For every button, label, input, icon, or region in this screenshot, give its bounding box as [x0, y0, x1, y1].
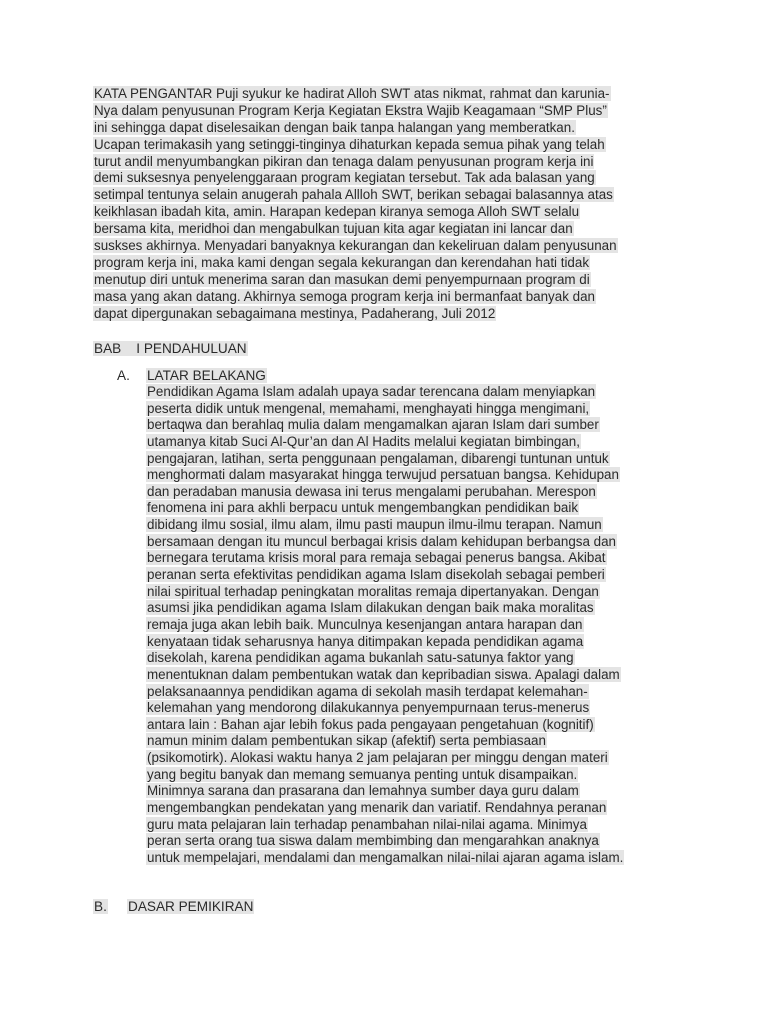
text-line: masa yang akan datang. Akhirnya semoga program kerja ini bermanfaat banyak dan	[94, 288, 595, 304]
text-line: Nya dalam penyusunan Program Kerja Kegiatan Ekstra Wajib Keagamaan “SMP Plus”	[94, 102, 607, 118]
text-line: mengembangkan pendekatan yang menarik dan variatif. Rendahnya peranan	[147, 800, 607, 816]
text-line: setimpal tentunya selain anugerah pahala Allloh SWT, berikan sebagai balasannya atas	[94, 187, 613, 203]
section-b-title: DASAR PEMIKIRAN	[128, 899, 254, 914]
text-line: pelaksanaannya pendidikan agama di sekolah masih terdapat kelemahan-	[147, 683, 588, 699]
text-line: guru mata pelajaran lain terhadap penambahan nilai-nilai agama. Minimya	[147, 816, 587, 832]
text-line: asumsi jika pendidikan agama Islam dilakukan dengan baik maka moralitas	[147, 600, 594, 616]
text-line: ini sehingga dapat diselesaikan dengan baik tanpa halangan yang memberatkan.	[94, 119, 575, 135]
text-line: demi suksesnya penyelenggaraan program kegiatan tersebut. Tak ada balasan yang	[94, 170, 595, 186]
text-line: dan peradaban manusia dewasa ini terus mengalami perubahan. Merespon	[147, 483, 596, 499]
kata-pengantar-paragraph	[93, 86, 683, 322]
text-line: suskses akhirnya. Menyadari banyaknya kekurangan dan kekeliruan dalam penyusunan	[94, 238, 617, 254]
text-line: bersamaan dengan itu muncul berbagai krisis dalam kehidupan berbangsa dan	[147, 533, 616, 549]
text-line: yang begitu banyak dan memang semuanya penting untuk disampaikan.	[147, 766, 578, 782]
text-line: program kerja ini, maka kami dengan segala kekurangan dan kerendahan hati tidak	[94, 254, 590, 270]
text-line: namun minim dalam pembentukan sikap (afektif) serta pembiasaan	[147, 733, 546, 749]
text-line: untuk mempelajari, mendalami dan mengamalkan nilai-nilai ajaran agama islam.	[147, 849, 624, 865]
text-line: peranan serta efektivitas pendidikan agama Islam disekolah sebagai pemberi	[147, 567, 605, 583]
section-a-letter: A.	[117, 368, 130, 383]
text-line: bernegara terutama krisis moral para remaja sebagai penerus bangsa. Akibat	[147, 550, 606, 566]
text-line: Ucapan terimakasih yang setinggi-tinginya dihaturkan kepada semua pihak yang telah	[94, 136, 605, 152]
text-line: (psikomotirk). Alokasi waktu hanya 2 jam pelajaran per minggu dengan materi	[147, 750, 608, 766]
text-line: keikhlasan ibadah kita, amin. Harapan kedepan kiranya semoga Alloh SWT selalu	[94, 204, 580, 220]
text-line: utamanya kitab Suci Al-Qur’an dan Al Hadits melalui kegiatan bimbingan,	[147, 433, 580, 449]
text-line: peran serta orang tua siswa dalam membimbing dan mengarahkan anaknya	[147, 833, 599, 849]
section-a-title: LATAR BELAKANG	[147, 368, 266, 383]
text-line: kenyataan tidak seharusnya hanya ditimpakan kepada pendidikan agama	[147, 633, 584, 649]
text-line: menutup diri untuk menerima saran dan masukan demi penyempurnaan program di	[94, 271, 590, 287]
text-line: menentuknan dalam pembentukan watak dan kepribadian siswa. Apalagi dalam	[147, 666, 620, 682]
text-line: KATA PENGANTAR Puji syukur ke hadirat Alloh SWT atas nikmat, rahmat dan karunia-	[94, 86, 610, 101]
text-line: nilai spiritual terhadap peningkatan moralitas remaja dipertanyakan. Dengan	[147, 583, 599, 599]
latar-belakang-paragraph	[146, 384, 706, 867]
text-line: dibidang ilmu sosial, ilmu alam, ilmu pasti maupun ilmu-ilmu terapan. Namun	[147, 517, 602, 533]
section-b-letter: B.	[94, 899, 107, 914]
text-line: pengajaran, latihan, serta penggunaan pengalaman, dibarengi tuntunan untuk	[147, 450, 609, 466]
text-line: Minimnya sarana dan prasarana dan lemahnya sumber daya guru dalam	[147, 783, 579, 799]
text-line: disekolah, karena pendidikan agama bukanlah satu-satunya faktor yang	[147, 650, 574, 666]
text-line: fenomena ini para akhli berpacu untuk mengembangkan pendidikan baik	[147, 500, 579, 516]
text-line: remaja juga akan lebih baik. Munculnya kesenjangan antara harapan dan	[147, 616, 583, 632]
text-line: bertaqwa dan berahlaq mulia dalam mengamalkan ajaran Islam dari sumber	[147, 417, 599, 433]
text-line: bersama kita, meridhoi dan mengabulkan tujuan kita agar kegiatan ini lancar dan	[94, 221, 573, 237]
text-line: Pendidikan Agama Islam adalah upaya sadar terencana dalam menyiapkan	[147, 384, 596, 399]
text-line: dapat dipergunakan sebagaimana mestinya, Padaherang, Juli 2012	[94, 305, 496, 321]
text-line: peserta didik untuk mengenal, memahami, menghayati hingga mengimani,	[147, 400, 590, 416]
text-line: kelemahan yang mendorong dilakukannya penyempurnaan terus-menerus	[147, 700, 590, 716]
text-line: turut andil menyumbangkan pikiran dan tenaga dalam penyusunan program kerja ini	[94, 153, 594, 169]
bab-heading: BAB I PENDAHULUAN	[94, 341, 247, 356]
text-line: menghormati dalam masyarakat hingga terwujud persatuan bangsa. Kehidupan	[147, 467, 619, 483]
text-line: antara lain : Bahan ajar lebih fokus pada pengayaan pengetahuan (kognitif)	[147, 716, 594, 732]
